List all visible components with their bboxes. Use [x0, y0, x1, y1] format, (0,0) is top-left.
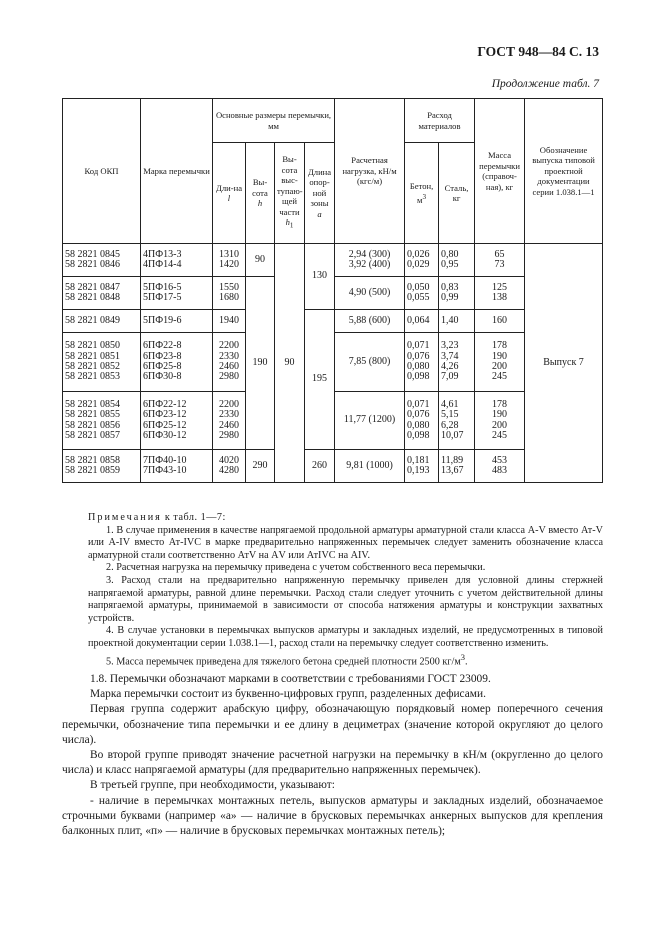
- cell-height: 190: [246, 277, 275, 450]
- cell-length: 1550 1680: [213, 277, 246, 310]
- cell-support-zone: 260: [305, 450, 335, 483]
- header-consumption-group: Расход материалов: [405, 99, 475, 143]
- table-row: [63, 244, 603, 277]
- cell-mass: 178 190 200 245: [475, 392, 525, 450]
- specification-table: [62, 98, 603, 483]
- cell-load: 7,85 (800): [335, 333, 405, 392]
- page-header: ГОСТ 948—84 С. 13: [477, 44, 599, 59]
- cell-steel: 3,23 3,74 4,26 7,09: [439, 333, 475, 392]
- header-height: Вы-сота h: [246, 143, 275, 244]
- cell-load: 11,77 (1200): [335, 392, 405, 450]
- cell-concrete: 0,026 0,029: [405, 244, 439, 277]
- header-concrete: Бетон, $м^3$: [405, 143, 439, 244]
- cell-height: 290: [246, 450, 275, 483]
- cell-load: 5,88 (600): [335, 310, 405, 333]
- note-item: 2. Расчетная нагрузка на перемычку приведена с учетом собственного веса перемычки.: [106, 562, 486, 574]
- cell-protrusion: 90: [275, 244, 305, 483]
- header-series: Обозначение выпуска типовой проектной документации серии 1.038.1—1: [525, 99, 603, 244]
- cell-load: 2,94 (300) 3,92 (400): [335, 244, 405, 277]
- table-continuation-label: Продолжение табл. 7: [491, 78, 599, 90]
- table-notes: [88, 512, 603, 669]
- body-text: [62, 672, 603, 839]
- cell-steel: 1,40: [439, 310, 475, 333]
- table-row: [63, 310, 603, 333]
- note-item: 1. В случае применения в качестве напрягаемой продольной арматуры арматурной стали класса А-V вместо Ат-V или А-IV вместо Ат-IVC в марке предварительно напряженных перемычек следует заменить обозначение класса арматурной стали соответственно АтV на АV или АтIVC на АIV.: [88, 524, 603, 561]
- cell-kod: 58 2821 0850 58 2821 0851 58 2821 0852 58 2821 0853: [63, 333, 141, 392]
- cell-length: 2200 2330 2460 2980: [213, 392, 246, 450]
- cell-series: Выпуск 7: [525, 244, 603, 483]
- cell-kod: 58 2821 0849: [63, 310, 141, 333]
- cell-mass: 125 138: [475, 277, 525, 310]
- cell-load: 4,90 (500): [335, 277, 405, 310]
- header-sizes-group: Основные размеры перемычки, мм: [213, 99, 335, 143]
- cell-steel: 11,89 13,67: [439, 450, 475, 483]
- paragraph: Во второй группе приводят значение расчетной нагрузки на перемычку в кН/м (округленно до целого числа) и класс напрягаемой арматуры (для предварительно напряженных перемычек).: [62, 749, 603, 777]
- cell-marka: 4ПФ13-3 4ПФ14-4: [141, 244, 213, 277]
- note-item: 3. Расход стали на предварительно напряженную перемычку привелен для условной длины стержней напрягаемой арматуры, равной длине перемычки. Расход стали следует уточнить с учетом действительной длины напрягаемой арматуры, принимаемой в зависимости от способа натяжения арматуры и конструкции захватных устройств.: [88, 574, 603, 624]
- cell-concrete: 0,050 0,055: [405, 277, 439, 310]
- cell-marka: 6ПФ22-8 6ПФ23-8 6ПФ25-8 6ПФ30-8: [141, 333, 213, 392]
- header-load: Расчетная нагрузка, кН/м (кгс/м): [335, 99, 405, 244]
- header-length: Дли-на l: [213, 143, 246, 244]
- header-marka: Марка перемычки: [141, 99, 213, 244]
- cell-length: 1940: [213, 310, 246, 333]
- paragraph: В третьей группе, при необходимости, указывают:: [90, 779, 335, 792]
- cell-concrete: 0,181 0,193: [405, 450, 439, 483]
- table-row: [63, 450, 603, 483]
- header-protrusion: Вы-сота выс-тупаю-щей части $h_1$: [275, 143, 305, 244]
- paragraph: 1.8. Перемычки обозначают марками в соответствии с требованиями ГОСТ 23009.: [90, 673, 491, 685]
- cell-kod: 58 2821 0845 58 2821 0846: [63, 244, 141, 277]
- note-item: 5. Масса перемычек приведена для тяжелого бетона средней плотности 2500 $кг/м^3$.: [106, 651, 468, 667]
- cell-steel: 0,80 0,95: [439, 244, 475, 277]
- cell-length: 1310 1420: [213, 244, 246, 277]
- cell-concrete: 0,064: [405, 310, 439, 333]
- cell-steel: 4,61 5,15 6,28 10,07: [439, 392, 475, 450]
- cell-marka: 6ПФ22-12 6ПФ23-12 6ПФ25-12 6ПФ30-12: [141, 392, 213, 450]
- cell-support-zone: 130: [305, 244, 335, 310]
- cell-mass: 160: [475, 310, 525, 333]
- cell-load: 9,81 (1000): [335, 450, 405, 483]
- cell-concrete: 0,071 0,076 0,080 0,098: [405, 333, 439, 392]
- paragraph: Марка перемычки состоит из буквенно-цифровых групп, разделенных дефисами.: [90, 688, 486, 701]
- cell-kod: 58 2821 0858 58 2821 0859: [63, 450, 141, 483]
- header-steel: Сталь, кг: [439, 143, 475, 244]
- header-support-zone: Длина опор-ной зоны a: [305, 143, 335, 244]
- note-item: 4. В случае установки в перемычках выпусков арматуры и закладных изделий, не предусмотренных в типовой проектной документации серии 1.038.1—1, расход стали на перемычку следует соответственно изменить.: [88, 625, 603, 649]
- header-mass: Масса перемычки (справоч-ная), кг: [475, 99, 525, 244]
- paragraph: - наличие в перемычках монтажных петель, выпусков арматуры и закладных изделий, обозначаемое строчными буквами (например «а» — наличие в брусковых перемычках анкерных выпусков для крепления балконных плит, «п» — наличие в брусковых перемычках монтажных петель);: [62, 794, 603, 838]
- cell-height: 90: [246, 244, 275, 277]
- cell-marka: 7ПФ40-10 7ПФ43-10: [141, 450, 213, 483]
- cell-concrete: 0,071 0,076 0,080 0,098: [405, 392, 439, 450]
- cell-marka: 5ПФ16-5 5ПФ17-5: [141, 277, 213, 310]
- cell-mass: 453 483: [475, 450, 525, 483]
- cell-mass: 178 190 200 245: [475, 333, 525, 392]
- cell-marka: 5ПФ19-6: [141, 310, 213, 333]
- cell-mass: 65 73: [475, 244, 525, 277]
- paragraph: Первая группа содержит арабскую цифру, обозначающую порядковый номер поперечного сечения перемычки, обозначение типа перемычки и ее длину в дециметрах (значение которой округляют до целого числа).: [62, 703, 603, 746]
- cell-length: 2200 2330 2460 2980: [213, 333, 246, 392]
- cell-support-zone: 195: [305, 310, 335, 450]
- header-kod: Код ОКП: [63, 99, 141, 244]
- cell-kod: 58 2821 0854 58 2821 0855 58 2821 0856 58 2821 0857: [63, 392, 141, 450]
- cell-steel: 0,83 0,99: [439, 277, 475, 310]
- notes-title: Примечания к табл. 1—7:: [88, 512, 226, 523]
- cell-length: 4020 4280: [213, 450, 246, 483]
- cell-kod: 58 2821 0847 58 2821 0848: [63, 277, 141, 310]
